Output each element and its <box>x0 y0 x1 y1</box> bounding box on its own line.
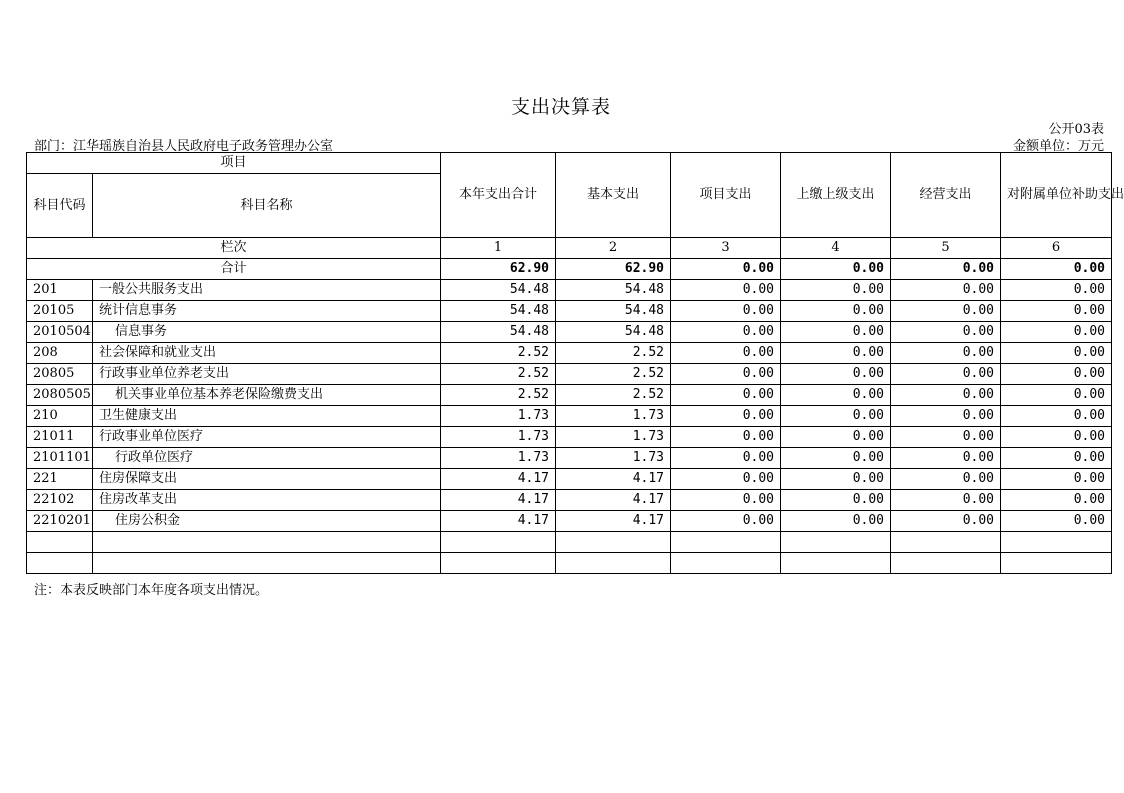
subject-code: 2010504 <box>27 322 93 343</box>
amount-cell: 2.52 <box>441 364 556 385</box>
amount-cell: 4.17 <box>441 469 556 490</box>
footnote: 注：本表反映部门本年度各项支出情况。 <box>34 583 269 598</box>
column-number: 4 <box>781 238 891 259</box>
amount-cell: 0.00 <box>671 343 781 364</box>
header-row-1 <box>27 153 1112 174</box>
amount-cell: 0.00 <box>781 469 891 490</box>
blank-cell <box>671 532 781 553</box>
table-row <box>27 343 1112 364</box>
amount-unit-label: 金额单位：万元 <box>1012 139 1104 154</box>
column-number-row <box>27 238 1112 259</box>
amount-cell: 0.00 <box>891 448 1001 469</box>
header-item: 项目 <box>27 153 441 174</box>
blank-cell <box>781 553 891 574</box>
amount-cell: 0.00 <box>781 385 891 406</box>
amount-cell: 2.52 <box>441 385 556 406</box>
header-subsidy: 对附属单位补助支出 <box>1001 153 1112 238</box>
blank-cell <box>93 532 441 553</box>
amount-cell: 1.73 <box>441 427 556 448</box>
amount-cell: 0.00 <box>671 406 781 427</box>
blank-cell <box>891 553 1001 574</box>
amount-cell: 0.00 <box>671 385 781 406</box>
total-value: 0.00 <box>891 259 1001 280</box>
amount-cell: 1.73 <box>556 427 671 448</box>
column-number: 2 <box>556 238 671 259</box>
amount-cell: 0.00 <box>781 490 891 511</box>
blank-cell <box>671 553 781 574</box>
total-value: 0.00 <box>781 259 891 280</box>
amount-cell: 0.00 <box>1001 301 1112 322</box>
header-project: 项目支出 <box>671 153 781 238</box>
amount-cell: 0.00 <box>1001 511 1112 532</box>
amount-cell: 54.48 <box>556 322 671 343</box>
blank-cell <box>556 553 671 574</box>
page-title: 支出决算表 <box>510 96 611 118</box>
subject-name: 住房公积金 <box>93 511 441 532</box>
amount-cell: 4.17 <box>556 511 671 532</box>
blank-cell <box>27 532 93 553</box>
amount-cell: 0.00 <box>891 280 1001 301</box>
amount-cell: 0.00 <box>671 364 781 385</box>
subject-code: 208 <box>27 343 93 364</box>
subject-name: 住房保障支出 <box>93 469 441 490</box>
amount-cell: 0.00 <box>891 406 1001 427</box>
amount-cell: 4.17 <box>441 490 556 511</box>
amount-cell: 0.00 <box>781 406 891 427</box>
subject-name: 统计信息事务 <box>93 301 441 322</box>
amount-cell: 4.17 <box>441 511 556 532</box>
amount-cell: 0.00 <box>1001 469 1112 490</box>
table-row <box>27 406 1112 427</box>
total-label: 合计 <box>27 259 441 280</box>
header-basic: 基本支出 <box>556 153 671 238</box>
table-row <box>27 469 1112 490</box>
subject-name: 一般公共服务支出 <box>93 280 441 301</box>
amount-cell: 0.00 <box>671 427 781 448</box>
blank-cell <box>556 532 671 553</box>
amount-cell: 0.00 <box>781 322 891 343</box>
subject-name: 机关事业单位基本养老保险缴费支出 <box>93 385 441 406</box>
amount-cell: 0.00 <box>781 364 891 385</box>
amount-cell: 0.00 <box>781 280 891 301</box>
header-business: 经营支出 <box>891 153 1001 238</box>
column-number: 3 <box>671 238 781 259</box>
amount-cell: 54.48 <box>556 301 671 322</box>
header-name: 科目名称 <box>93 174 441 238</box>
amount-cell: 54.48 <box>556 280 671 301</box>
amount-cell: 0.00 <box>1001 427 1112 448</box>
blank-cell <box>891 532 1001 553</box>
amount-cell: 0.00 <box>1001 280 1112 301</box>
header-remit-upper: 上缴上级支出 <box>781 153 891 238</box>
table-row <box>27 385 1112 406</box>
table-row <box>27 448 1112 469</box>
table-row <box>27 511 1112 532</box>
header-total: 本年支出合计 <box>441 153 556 238</box>
blank-cell <box>93 553 441 574</box>
subject-code: 210 <box>27 406 93 427</box>
total-value: 0.00 <box>671 259 781 280</box>
amount-cell: 0.00 <box>671 490 781 511</box>
amount-cell: 4.17 <box>556 469 671 490</box>
amount-cell: 54.48 <box>441 322 556 343</box>
table-row <box>27 490 1112 511</box>
amount-cell: 0.00 <box>891 322 1001 343</box>
amount-cell: 0.00 <box>781 511 891 532</box>
table-row <box>27 280 1112 301</box>
total-value: 0.00 <box>1001 259 1112 280</box>
blank-cell <box>441 553 556 574</box>
table-row <box>27 364 1112 385</box>
amount-cell: 0.00 <box>671 469 781 490</box>
table-row <box>27 427 1112 448</box>
blank-cell <box>1001 532 1112 553</box>
form-number: 公开03表 <box>1048 122 1104 137</box>
amount-cell: 0.00 <box>671 280 781 301</box>
subject-code: 221 <box>27 469 93 490</box>
subject-code: 2101101 <box>27 448 93 469</box>
amount-cell: 0.00 <box>891 511 1001 532</box>
blank-row <box>27 532 1112 553</box>
total-row <box>27 259 1112 280</box>
amount-cell: 1.73 <box>556 406 671 427</box>
blank-cell <box>1001 553 1112 574</box>
subject-code: 21011 <box>27 427 93 448</box>
table-row <box>27 322 1112 343</box>
amount-cell: 0.00 <box>1001 406 1112 427</box>
subject-name: 行政事业单位养老支出 <box>93 364 441 385</box>
blank-cell <box>781 532 891 553</box>
amount-cell: 0.00 <box>671 511 781 532</box>
amount-cell: 0.00 <box>891 385 1001 406</box>
amount-cell: 0.00 <box>891 469 1001 490</box>
amount-cell: 2.52 <box>556 385 671 406</box>
subject-code: 20105 <box>27 301 93 322</box>
amount-cell: 0.00 <box>891 301 1001 322</box>
amount-cell: 0.00 <box>671 448 781 469</box>
amount-cell: 0.00 <box>781 427 891 448</box>
amount-cell: 0.00 <box>781 448 891 469</box>
amount-cell: 0.00 <box>891 343 1001 364</box>
total-value: 62.90 <box>556 259 671 280</box>
column-number-label: 栏次 <box>27 238 441 259</box>
subject-name: 行政单位医疗 <box>93 448 441 469</box>
table-row <box>27 301 1112 322</box>
subject-name: 卫生健康支出 <box>93 406 441 427</box>
total-value: 62.90 <box>441 259 556 280</box>
subject-code: 2080505 <box>27 385 93 406</box>
amount-cell: 1.73 <box>556 448 671 469</box>
subject-code: 201 <box>27 280 93 301</box>
subject-code: 2210201 <box>27 511 93 532</box>
amount-cell: 0.00 <box>1001 364 1112 385</box>
amount-cell: 0.00 <box>781 343 891 364</box>
subject-code: 20805 <box>27 364 93 385</box>
amount-cell: 1.73 <box>441 448 556 469</box>
amount-cell: 4.17 <box>556 490 671 511</box>
amount-cell: 0.00 <box>1001 343 1112 364</box>
expenditure-table <box>26 152 1124 574</box>
column-number: 1 <box>441 238 556 259</box>
header-code: 科目代码 <box>27 174 93 238</box>
amount-cell: 0.00 <box>1001 448 1112 469</box>
subject-name: 住房改革支出 <box>93 490 441 511</box>
amount-cell: 0.00 <box>671 322 781 343</box>
amount-cell: 1.73 <box>441 406 556 427</box>
column-number: 5 <box>891 238 1001 259</box>
amount-cell: 2.52 <box>441 343 556 364</box>
subject-name: 行政事业单位医疗 <box>93 427 441 448</box>
amount-cell: 2.52 <box>556 343 671 364</box>
amount-cell: 0.00 <box>891 427 1001 448</box>
subject-name: 信息事务 <box>93 322 441 343</box>
blank-cell <box>27 553 93 574</box>
amount-cell: 0.00 <box>1001 490 1112 511</box>
amount-cell: 0.00 <box>1001 385 1112 406</box>
amount-cell: 0.00 <box>671 301 781 322</box>
amount-cell: 0.00 <box>891 364 1001 385</box>
column-number: 6 <box>1001 238 1112 259</box>
amount-cell: 0.00 <box>781 301 891 322</box>
amount-cell: 0.00 <box>1001 322 1112 343</box>
blank-row <box>27 553 1112 574</box>
subject-name: 社会保障和就业支出 <box>93 343 441 364</box>
amount-cell: 54.48 <box>441 280 556 301</box>
department-label: 部门：江华瑶族自治县人民政府电子政务管理办公室 <box>34 139 334 154</box>
amount-cell: 0.00 <box>891 490 1001 511</box>
amount-cell: 2.52 <box>556 364 671 385</box>
blank-cell <box>441 532 556 553</box>
amount-cell: 54.48 <box>441 301 556 322</box>
subject-code: 22102 <box>27 490 93 511</box>
